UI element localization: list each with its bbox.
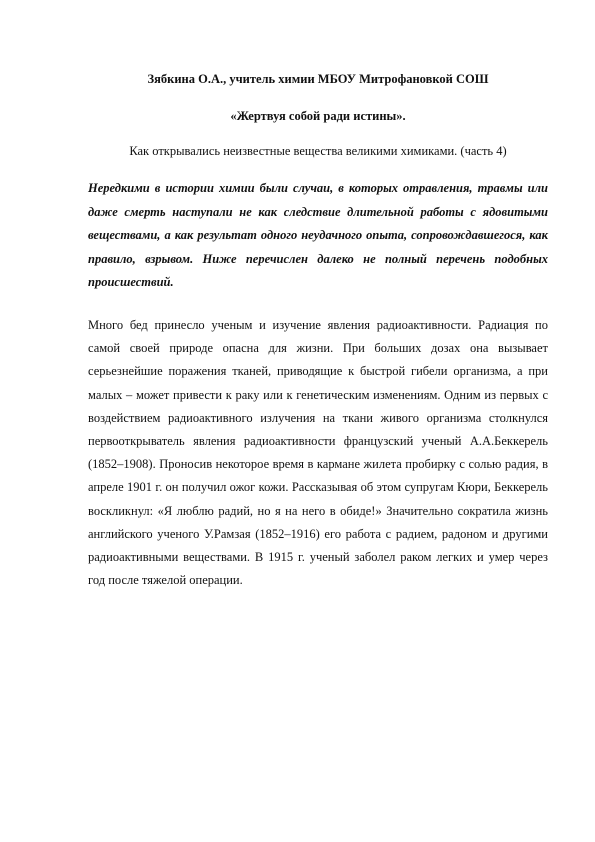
intro-paragraph: Нередкими в истории химии были случаи, в которых отравления, травмы или даже смерть наступали не как следствие длительной работы с ядовитыми веществами, а как результат одного неудачного опыта, сопровождавшегося, как правило, взрывом. Ниже перечислен далеко не полный перечень подобных происшествий.: [88, 181, 548, 290]
article-title: «Жертвуя собой ради истины».: [230, 109, 406, 123]
author-line: Зябкина О.А., учитель химии МБОУ Митрофановкой СОШ: [147, 72, 489, 86]
body-paragraph: Много бед принесло ученым и изучение явления радиоактивности. Радиация по самой своей природе опасна для жизни. При больших дозах она вызывает серьезнейшие поражения тканей, приводящие к быстрой гибели организма, а при малых – может привести к раку или к генетическим изменениям. Одним из первых с воздействием радиоактивного излучения на ткани живого организма столкнулся первооткрыватель явления радиоактивности французский ученый А.А.Беккерель (1852–1908). Проносив некоторое время в кармане жилета пробирку с солью радия, в апреле 1901 г. он получил ожог кожи. Рассказывая об этом супругам Кюри, Беккерель воскликнул: «Я люблю радий, но я на него в обиде!» Значительно сократила жизнь английского ученого У.Рамзая (1852–1916) его работа с радием, радоном и другими радиоактивными веществами. В 1915 г. ученый заболел раком легких и умер через год после тяжелой операции.: [88, 317, 548, 588]
article-subtitle: Как открывались неизвестные вещества великими химиками. (часть 4): [129, 144, 507, 158]
